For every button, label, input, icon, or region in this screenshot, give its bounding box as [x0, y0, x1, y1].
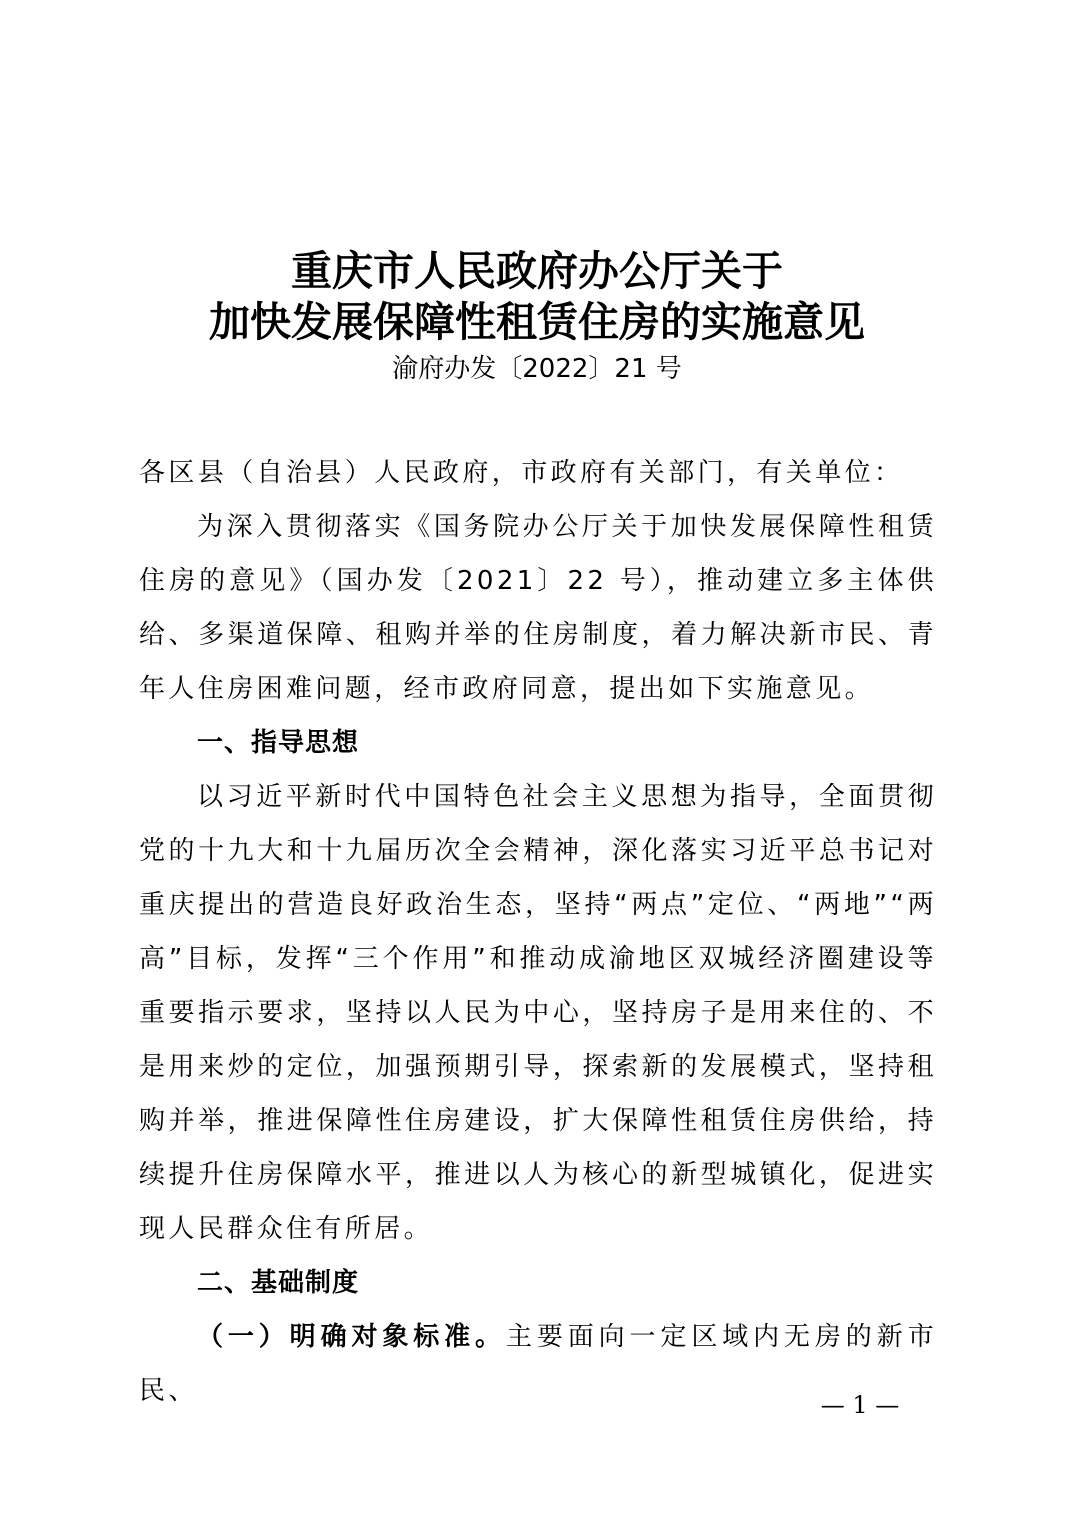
- document-title-line-1: 重庆市人民政府办公厅关于: [291, 247, 783, 295]
- section-2-heading: 二、基础制度: [197, 1268, 360, 1298]
- page-number: — 1 —: [820, 1391, 900, 1419]
- salutation: 各区县（自治县）人民政府，市政府有关部门，有关单位：: [139, 458, 904, 488]
- document-title-line-2: 加快发展保障性租赁住房的实施意见: [209, 298, 865, 346]
- section-1-paragraph: 以习近平新时代中国特色社会主义思想为指导，全面贯彻党的十九大和十九届历次全会精神，深化落实习近平总书记对重庆提出的营造良好政治生态，坚持“两点”定位、“两地”“两高”目标，发挥“三个作用”和推动成渝地区双城经济圈建设等重要指示要求，坚持以人民为中心，坚持房子是用来住的、不是用来炒的定位，加强预期引导，探索新的发展模式，坚持租购并举，推进保障性住房建设，扩大保障性租赁住房供给，持续提升住房保障水平，推进以人为核心的新型城镇化，促进实现人民群众住有所居。: [139, 782, 937, 1244]
- section-2-item-1-text: 主要面向一定区域内无房的新市民、: [139, 1322, 937, 1406]
- document-number: 渝府办发〔2022〕21 号: [392, 354, 682, 384]
- document-body: [139, 446, 937, 1418]
- intro-paragraph: 为深入贯彻落实《国务院办公厅关于加快发展保障性租赁住房的意见》（国办发〔2021〕22 号），推动建立多主体供给、多渠道保障、租购并举的住房制度，着力解决新市民、青年人住房困难问题，经市政府同意，提出如下实施意见。: [139, 512, 937, 704]
- section-1-heading: 一、指导思想: [197, 728, 360, 758]
- section-2-item-1-lead: （一）明确对象标准。: [197, 1322, 506, 1352]
